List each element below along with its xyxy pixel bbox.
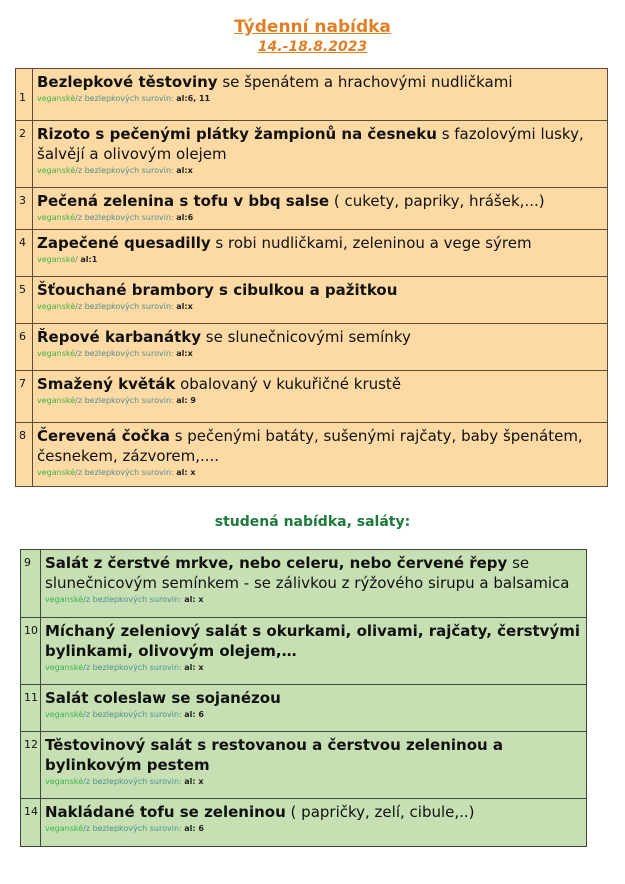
dish-details: s fazolovými lusky, šalvějí a olivovým olejem xyxy=(37,125,584,163)
item-cell xyxy=(41,550,587,618)
item-cell xyxy=(33,371,608,423)
item-cell xyxy=(33,69,608,121)
diet-info xyxy=(37,395,603,406)
gluten-free-label: /z bezlepkových surovin: xyxy=(83,663,185,672)
gluten-free-label: /z bezlepkových surovin: xyxy=(75,94,177,103)
item-number-text: 10 xyxy=(24,624,38,637)
item-number xyxy=(16,69,33,121)
gluten-free-label: /z bezlepkových surovin: xyxy=(83,595,185,604)
vegan-label: veganské xyxy=(37,166,76,175)
diet-info xyxy=(37,212,603,223)
allergens: al: x xyxy=(184,777,204,786)
item-cell xyxy=(33,324,608,371)
item-cell xyxy=(33,121,608,188)
dish-name: Salát z čerstvé mrkve, nebo celeru, nebo červené řepy xyxy=(45,554,508,572)
diet-info xyxy=(37,93,603,104)
item-cell xyxy=(41,732,587,799)
item-number-text: 8 xyxy=(19,429,26,442)
item-number-text: 3 xyxy=(19,194,26,207)
dish-name: Čerevená čočka xyxy=(37,427,170,445)
cold-section-title: studená nabídka, saláty: xyxy=(214,514,411,530)
vegan-label: veganské xyxy=(37,302,76,311)
dish-name: Šťouchané brambory s cibulkou a pažitkou xyxy=(37,281,398,299)
diet-info xyxy=(37,165,603,176)
menu-item-row xyxy=(21,799,587,847)
menu-item-row xyxy=(21,618,587,685)
item-number-text: 1 xyxy=(19,91,26,104)
dish-description xyxy=(37,374,603,394)
item-number xyxy=(16,188,33,230)
item-number xyxy=(16,371,33,423)
dish-description xyxy=(45,802,582,822)
vegan-label: veganské xyxy=(37,255,76,264)
allergens: al: x xyxy=(176,468,196,477)
diet-info xyxy=(45,776,582,787)
dish-description xyxy=(45,735,582,775)
item-number xyxy=(16,324,33,371)
dish-name: Zapečené quesadilly xyxy=(37,234,211,252)
gluten-free-label: /z bezlepkových surovin: xyxy=(83,710,185,719)
item-number-text: 6 xyxy=(19,330,26,343)
allergens: al:x xyxy=(176,166,193,175)
menu-item-row xyxy=(21,685,587,732)
diet-info xyxy=(45,709,582,720)
dish-details: se slunečnicovými semínky xyxy=(201,328,411,346)
dish-name: Nakládané tofu se zeleninou xyxy=(45,803,286,821)
page-title: Týdenní nabídka xyxy=(234,17,391,37)
dish-details: s pečenými batáty, sušenými rajčaty, baby špenátem, česnekem, zázvorem,.... xyxy=(37,427,583,465)
dish-details: se slunečnicovým semínkem - se zálivkou z rýžového sirupu a balsamica xyxy=(45,554,570,592)
menu-item-row xyxy=(16,371,608,423)
item-number xyxy=(16,121,33,188)
dish-name: Smažený květák xyxy=(37,375,176,393)
item-cell xyxy=(41,618,587,685)
dish-name: Těstovinový salát s restovanou a čerstvou zeleninou a bylinkovým pestem xyxy=(45,736,504,774)
diet-info xyxy=(45,823,582,834)
menu-item-row xyxy=(16,324,608,371)
gluten-free-label: / xyxy=(75,255,81,264)
item-number-text: 4 xyxy=(19,236,26,249)
dish-description xyxy=(45,553,582,593)
vegan-label: veganské xyxy=(37,396,76,405)
dish-details: ( cukety, papriky, hrášek,...) xyxy=(329,192,545,210)
cold-menu-table xyxy=(20,549,587,847)
diet-info xyxy=(45,662,582,673)
item-cell xyxy=(33,188,608,230)
vegan-label: veganské xyxy=(45,710,84,719)
dish-name: Rizoto s pečenými plátky žampionů na česneku xyxy=(37,125,437,143)
allergens: al: 6 xyxy=(184,824,204,833)
item-cell xyxy=(33,423,608,487)
dish-description xyxy=(37,233,603,253)
item-number xyxy=(21,732,41,799)
item-cell xyxy=(41,685,587,732)
dish-description xyxy=(37,426,603,466)
gluten-free-label: /z bezlepkových surovin: xyxy=(83,777,185,786)
menu-item-row xyxy=(16,69,608,121)
gluten-free-label: /z bezlepkových surovin: xyxy=(75,166,177,175)
item-number-text: 11 xyxy=(24,691,38,704)
dish-description xyxy=(45,621,582,661)
diet-info xyxy=(37,254,603,265)
dish-details: obalovaný v kukuřičné krustě xyxy=(175,375,402,393)
diet-info xyxy=(37,467,603,478)
allergens: al:x xyxy=(176,349,193,358)
dish-name: Salát coleslaw se sojanézou xyxy=(45,689,281,707)
dish-name: Řepové karbanátky xyxy=(37,328,202,346)
diet-info xyxy=(37,301,603,312)
allergens: al:6, 11 xyxy=(176,94,211,103)
menu-item-row xyxy=(16,230,608,277)
dish-name: Bezlepkové těstoviny xyxy=(37,73,218,91)
item-number xyxy=(21,550,41,618)
gluten-free-label: /z bezlepkových surovin: xyxy=(75,468,177,477)
dish-description xyxy=(37,72,603,92)
vegan-label: veganské xyxy=(37,468,76,477)
gluten-free-label: /z bezlepkových surovin: xyxy=(75,396,177,405)
date-range: 14.-18.8.2023 xyxy=(257,39,368,55)
dish-name: Míchaný zeleniový salát s okurkami, olivami, rajčaty, čerstvými bylinkami, olivovým olejem,… xyxy=(45,622,581,660)
gluten-free-label: /z bezlepkových surovin: xyxy=(75,302,177,311)
allergens: al: 9 xyxy=(176,396,196,405)
dish-details: se špenátem a hrachovými nudličkami xyxy=(217,73,513,91)
allergens: al: x xyxy=(184,663,204,672)
item-number xyxy=(21,685,41,732)
item-cell xyxy=(41,799,587,847)
item-cell xyxy=(33,230,608,277)
dish-details: s robi nudličkami, zeleninou a vege sýrem xyxy=(210,234,532,252)
vegan-label: veganské xyxy=(45,663,84,672)
menu-item-row xyxy=(16,188,608,230)
dish-details: ( papričky, zelí, cibule,..) xyxy=(285,803,475,821)
vegan-label: veganské xyxy=(45,777,84,786)
item-number-text: 12 xyxy=(24,738,38,751)
menu-item-row xyxy=(16,121,608,188)
allergens: al: 6 xyxy=(184,710,204,719)
dish-description xyxy=(37,327,603,347)
item-number xyxy=(21,799,41,847)
allergens: al:x xyxy=(176,302,193,311)
item-number xyxy=(16,230,33,277)
item-number-text: 7 xyxy=(19,377,26,390)
menu-item-row xyxy=(16,423,608,487)
item-number xyxy=(16,423,33,487)
item-number-text: 9 xyxy=(24,556,31,569)
gluten-free-label: /z bezlepkových surovin: xyxy=(83,824,185,833)
item-number xyxy=(21,618,41,685)
gluten-free-label: /z bezlepkových surovin: xyxy=(75,213,177,222)
item-cell xyxy=(33,277,608,324)
item-number xyxy=(16,277,33,324)
allergens: al:6 xyxy=(176,213,194,222)
dish-description xyxy=(37,280,603,300)
vegan-label: veganské xyxy=(37,94,76,103)
dish-description xyxy=(45,688,582,708)
menu-item-row xyxy=(21,732,587,799)
gluten-free-label: /z bezlepkových surovin: xyxy=(75,349,177,358)
item-number-text: 2 xyxy=(19,127,26,140)
dish-name: Pečená zelenina s tofu v bbq salse xyxy=(37,192,330,210)
item-number-text: 5 xyxy=(19,283,26,296)
dish-description xyxy=(37,124,603,164)
vegan-label: veganské xyxy=(45,824,84,833)
diet-info xyxy=(37,348,603,359)
vegan-label: veganské xyxy=(37,213,76,222)
hot-menu-table xyxy=(15,68,608,487)
allergens: al: x xyxy=(184,595,204,604)
dish-description xyxy=(37,191,603,211)
diet-info xyxy=(45,594,582,605)
menu-item-row xyxy=(16,277,608,324)
item-number-text: 14 xyxy=(24,805,38,818)
menu-item-row xyxy=(21,550,587,618)
vegan-label: veganské xyxy=(37,349,76,358)
vegan-label: veganské xyxy=(45,595,84,604)
allergens: al:1 xyxy=(80,255,98,264)
